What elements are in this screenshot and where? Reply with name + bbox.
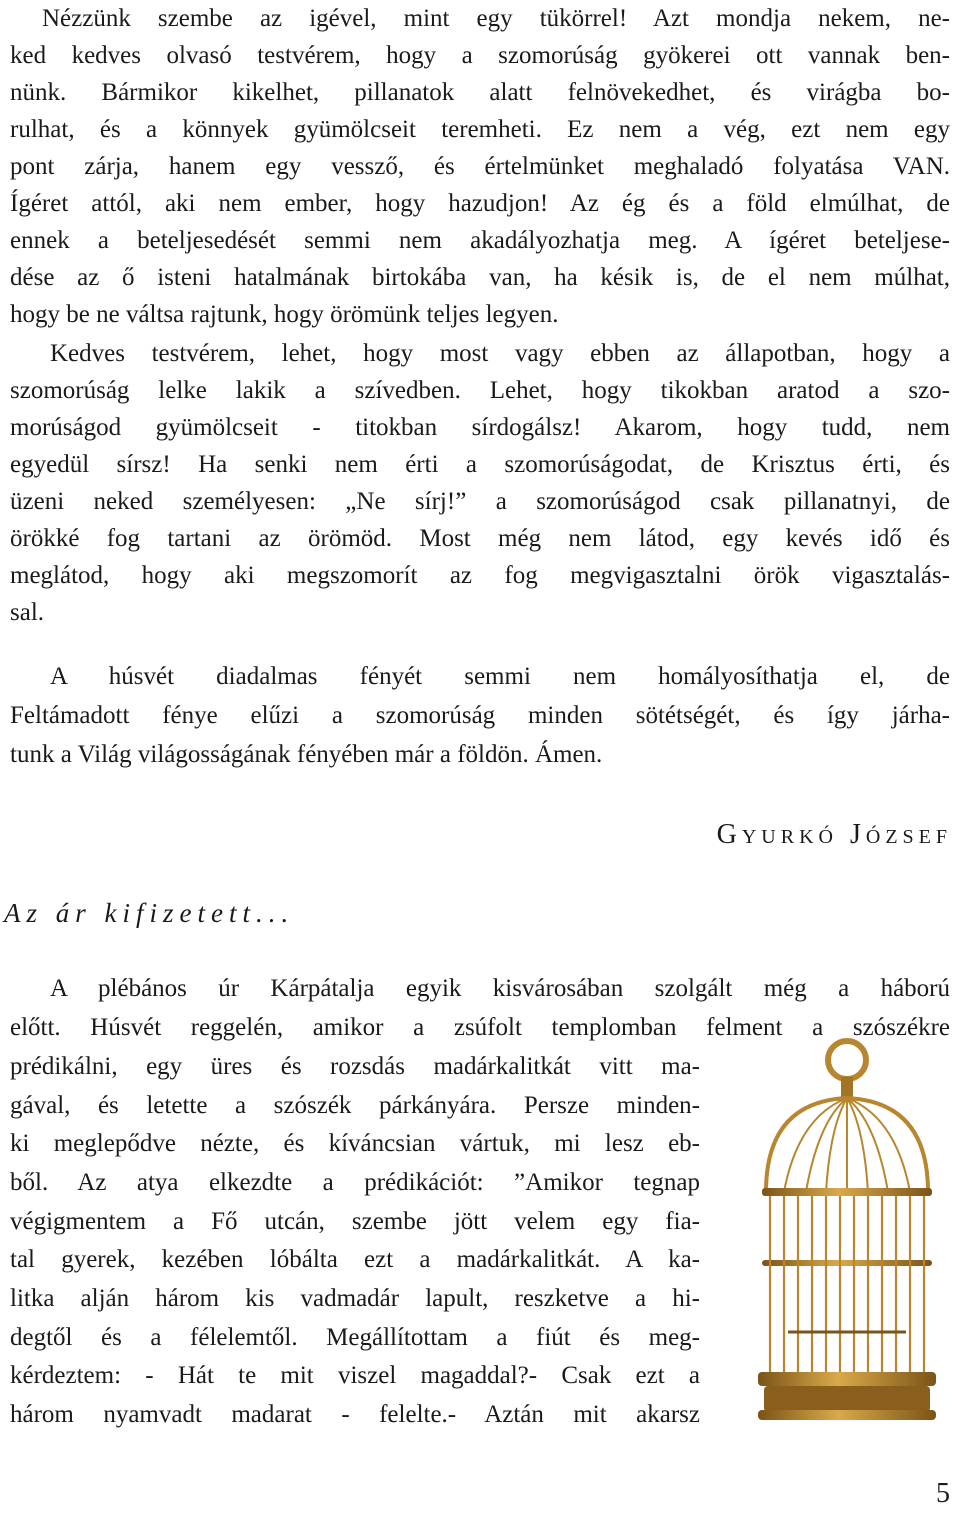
article-line: Ígéret attól, aki nem ember, hogy hazudjon! Az ég és a föld elmúlhat, de — [10, 190, 950, 217]
story-line: három nyamvadt madarat - felelte.- Aztán mit akarsz — [10, 1401, 700, 1428]
article-line: örökké fog tartani az örömöd. Most még nem látod, egy kevés idő és — [10, 525, 950, 552]
story-line: tal gyerek, kezében lóbálta ezt a madárkalitkát. A ka- — [10, 1246, 700, 1273]
article-line: dése az ő isteni hatalmának birtokába van, ha késik is, de el nem múlhat, — [10, 264, 950, 291]
article-line: ennek a beteljesedését semmi nem akadályozhatja meg. A ígéret beteljese- — [10, 227, 950, 254]
article-line: Kedves testvérem, lehet, hogy most vagy ebben az állapotban, hogy a — [50, 340, 950, 367]
author-signature: Gyurkó József — [716, 819, 952, 850]
article-line: Feltámadott fénye elűzi a szomorúság minden sötétségét, és így járha- — [10, 702, 950, 729]
story-heading: Az ár kifizetett... — [4, 898, 295, 928]
article-line: egyedül sírsz! Ha senki nem érti a szomorúságodat, de Krisztus érti, és — [10, 451, 950, 478]
article-line: nünk. Bármikor kikelhet, pillanatok alatt felnövekedhet, és virágba bo- — [10, 79, 950, 106]
article-line: rulhat, és a könnyek gyümölcseit teremheti. Ez nem a vég, ezt nem egy — [10, 116, 950, 143]
story-line: előtt. Húsvét reggelén, amikor a zsúfolt templomban felment a szószékre — [10, 1014, 950, 1041]
page-number: 5 — [936, 1478, 950, 1509]
story-line: gával, és letette a szószék párkányára. Persze minden- — [10, 1092, 700, 1119]
story-line: litka alján három kis vadmadár lapult, reszketve a hi- — [10, 1285, 700, 1312]
story-line: ki meglepődve nézte, és kíváncsian vártuk, mi lesz eb- — [10, 1130, 700, 1157]
article-line: hogy be ne váltsa rajtunk, hogy örömünk teljes legyen. — [10, 301, 559, 328]
story-line: végigmentem a Fő utcán, szembe jött velem egy fia- — [10, 1208, 700, 1235]
article-line: meglátod, hogy aki megszomorít az fog megvigasztalni örök vigasztalás- — [10, 562, 950, 589]
story-line: A plébános úr Kárpátalja egyik kisvárosában szolgált még a háború — [50, 975, 950, 1002]
article-line: pont zárja, hanem egy vessző, és értelmünket meghaladó folyatása VAN. — [10, 153, 950, 180]
article-line: ked kedves olvasó testvérem, hogy a szomorúság gyökerei ott vannak ben- — [10, 42, 950, 69]
story-line: kérdeztem: - Hát te mit viszel magaddal?- Csak ezt a — [10, 1362, 700, 1389]
article-line: tunk a Világ világosságának fényében már a földön. Ámen. — [10, 741, 603, 768]
article-line: szomorúság lelke lakik a szívedben. Lehet, hogy tikokban aratod a szo- — [10, 377, 950, 404]
article-line: sal. — [10, 599, 45, 626]
article-line: üzeni neked személyesen: „Ne sírj!” a szomorúságod csak pillanatnyi, de — [10, 488, 950, 515]
story-line: ből. Az atya elkezdte a prédikációt: ”Amikor tegnap — [10, 1169, 700, 1196]
birdcage-image — [748, 1032, 946, 1426]
story-line: prédikálni, egy üres és rozsdás madárkalitkát vitt ma- — [10, 1053, 700, 1080]
article-line: morúságod gyümölcseit - titokban sírdogálsz! Akarom, hogy tudd, nem — [10, 414, 950, 441]
article-line: A húsvét diadalmas fényét semmi nem homályosíthatja el, de — [50, 663, 950, 690]
article-line: Nézzünk szembe az igével, mint egy tükörrel! Azt mondja nekem, ne- — [42, 5, 950, 32]
story-line: degtől és a félelemtől. Megállítottam a fiút és meg- — [10, 1324, 700, 1351]
